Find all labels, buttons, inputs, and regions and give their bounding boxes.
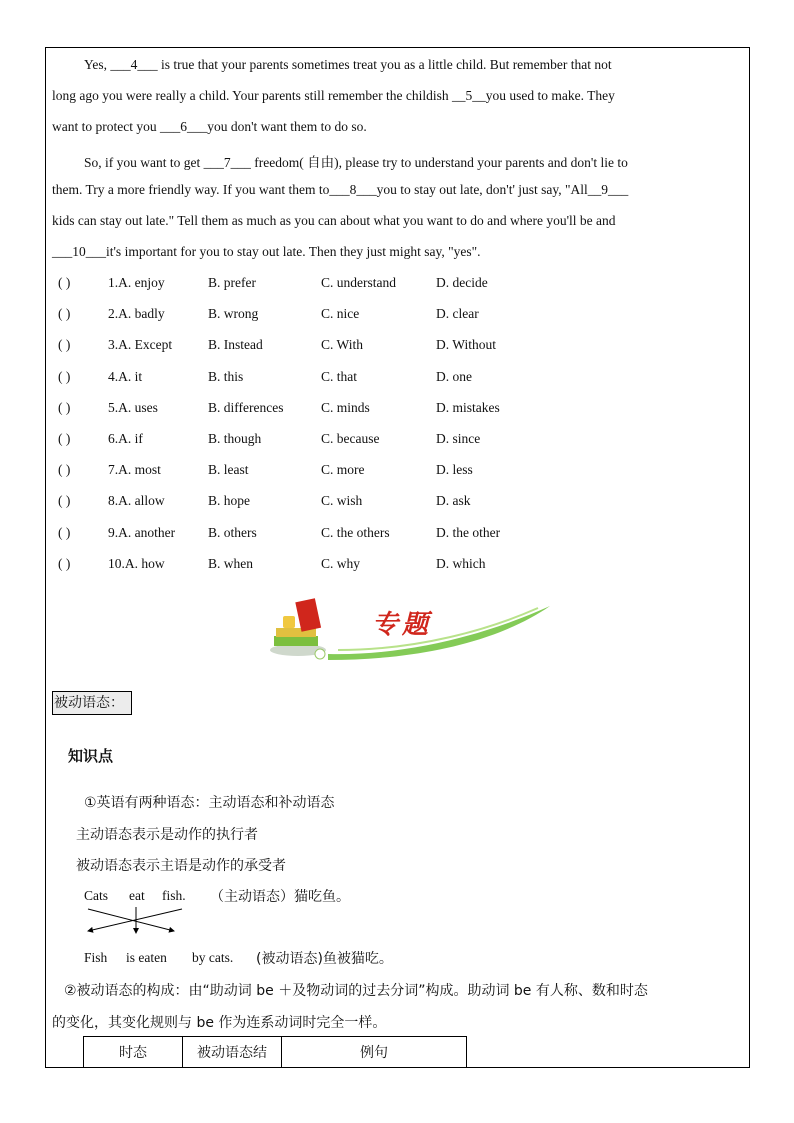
option-d: D. ask (436, 493, 471, 509)
option-num: 7.A. most (108, 462, 161, 478)
table-header: 例句 (282, 1037, 467, 1068)
option-c: C. because (321, 431, 380, 446)
example-word: eat (129, 888, 145, 903)
option-d: D. clear (436, 306, 479, 322)
option-b: B. differences (208, 399, 284, 415)
passage-line: them. Try a more friendly way. If you want them to___8___you to stay out late, don't' just say, "All__9___ (52, 182, 629, 197)
option-b: B. prefer (208, 275, 256, 290)
example-translation: (被动语态)鱼被猫吃。 (256, 951, 393, 967)
example-word: fish. (162, 888, 186, 903)
knowledge-title: 知识点 (68, 747, 114, 765)
passage-line: want to protect you ___6___you don't want them to do so. (52, 119, 367, 134)
option-b: B. least (208, 462, 249, 478)
passage-line: long ago you were really a child. Your parents still remember the childish __5__you used to make. They (52, 88, 615, 103)
option-b: B. Instead (208, 337, 263, 353)
answer-blank[interactable]: ( ) (58, 368, 71, 384)
passive-voice-table (83, 1036, 467, 1068)
option-num: 8.A. allow (108, 493, 165, 509)
option-c: C. understand (321, 275, 396, 290)
option-d: D. mistakes (436, 399, 500, 415)
option-b: B. though (208, 431, 262, 446)
knowledge-line: ①英语有两种语态：主动语态和补动语态 (84, 795, 335, 811)
option-c: C. minds (321, 399, 370, 415)
topic-banner (268, 594, 550, 666)
option-c: C. more (321, 462, 365, 478)
table-header: 时态 (84, 1037, 183, 1068)
option-d: D. Without (436, 337, 496, 353)
option-c: C. nice (321, 306, 360, 322)
cross-arrows-diagram (84, 905, 194, 945)
option-num: 2.A. badly (108, 306, 165, 322)
knowledge-line: 的变化，其变化规则与 be 作为连系动词时完全一样。 (52, 1015, 387, 1031)
answer-blank[interactable]: ( ) (58, 555, 71, 571)
option-num: 3.A. Except (108, 337, 173, 353)
answer-blank[interactable]: ( ) (58, 462, 71, 478)
option-b: B. this (208, 368, 244, 384)
answer-blank[interactable]: ( ) (58, 493, 71, 509)
passage-line: ___10___it's important for you to stay out late. Then they just might say, "yes". (52, 244, 481, 259)
option-c: C. why (321, 555, 361, 571)
option-c: C. the others (321, 524, 390, 540)
answer-blank[interactable]: ( ) (58, 275, 71, 290)
option-b: B. wrong (208, 306, 259, 322)
example-word: Cats (84, 888, 109, 903)
answer-blank[interactable]: ( ) (58, 524, 71, 540)
table-header: 被动语态结 (183, 1037, 282, 1068)
option-c: C. With (321, 337, 363, 353)
option-b: B. hope (208, 493, 250, 509)
option-num: 5.A. uses (108, 399, 158, 415)
option-num: 9.A. another (108, 524, 176, 540)
option-c: C. wish (321, 493, 363, 509)
option-d: D. decide (436, 275, 488, 290)
knowledge-line: 主动语态表示是动作的执行者 (76, 827, 258, 843)
option-num: 6.A. if (108, 431, 143, 446)
option-d: D. which (436, 555, 486, 571)
option-b: B. others (208, 524, 257, 540)
option-num: 10.A. how (108, 555, 165, 571)
option-b: B. when (208, 555, 253, 571)
option-num: 4.A. it (108, 368, 143, 384)
knowledge-line: 被动语态表示主语是动作的承受者 (76, 858, 286, 874)
passage-line: So, if you want to get ___7___ freedom( 自由), please try to understand your parents and don't lie to (84, 155, 628, 170)
topic-box: 被动语态： (52, 691, 132, 715)
option-num: 1.A. enjoy (108, 275, 165, 290)
option-d: D. the other (436, 524, 501, 540)
example-word: Fish (84, 950, 108, 965)
answer-blank[interactable]: ( ) (58, 306, 71, 322)
example-word: is eaten (126, 950, 167, 965)
passage-line: Yes, ___4___ is true that your parents sometimes treat you as a little child. But remember that not (84, 57, 612, 72)
option-c: C. that (321, 368, 357, 384)
answer-blank[interactable]: ( ) (58, 431, 71, 446)
example-word: by cats. (192, 950, 234, 965)
knowledge-line: ②被动语态的构成：由“助动词 be ＋及物动词的过去分词”构成。助动词 be 有人称、数和时态 (64, 983, 648, 999)
answer-blank[interactable]: ( ) (58, 399, 71, 415)
answer-blank[interactable]: ( ) (58, 337, 71, 353)
example-translation: （主动语态）猫吃鱼。 (210, 889, 350, 905)
passage-line: kids can stay out late." Tell them as much as you can about what you want to do and where you'll be and (52, 213, 616, 228)
banner-title: 专题 (372, 610, 433, 640)
option-d: D. less (436, 462, 473, 478)
option-d: D. since (436, 431, 481, 446)
option-d: D. one (436, 368, 472, 384)
